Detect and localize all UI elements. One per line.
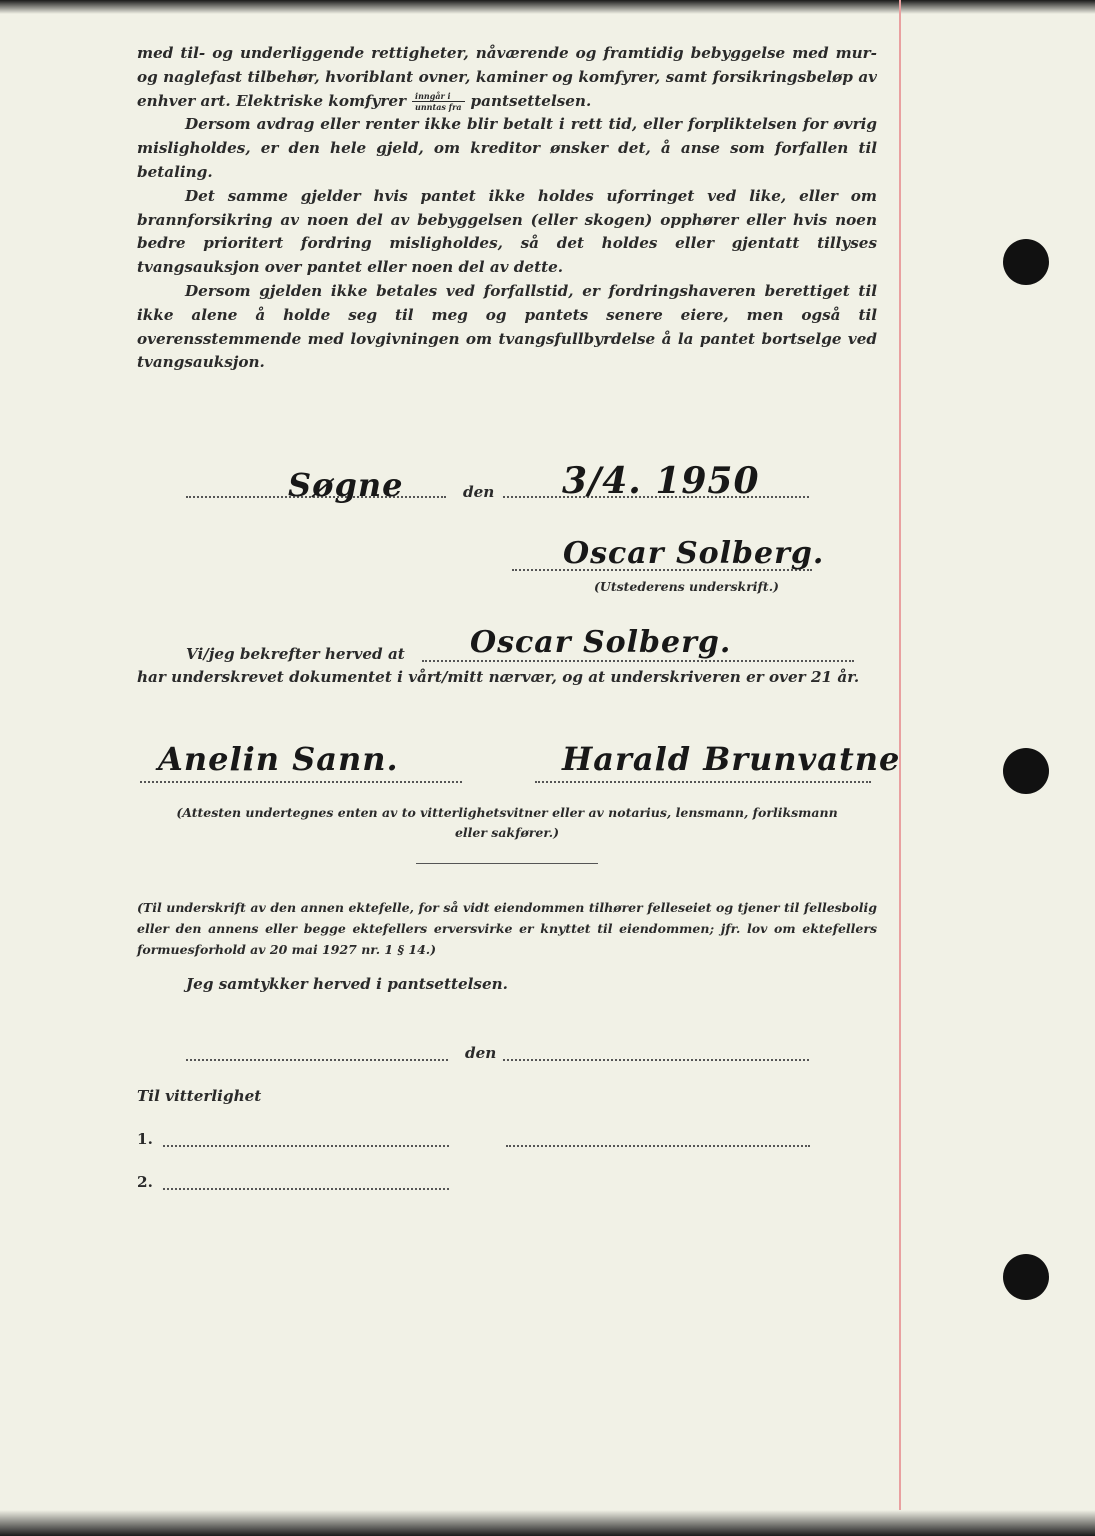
- consent-date-dotted-line: [503, 1059, 809, 1061]
- witness-number-2: 2.: [137, 1173, 153, 1191]
- confirm-dotted-line: [422, 660, 854, 662]
- attest-note: (Attesten undertegnes enten av to vitterlighetsvitner eller av notarius, lensmann, forliksmann eller sakfører.): [176, 805, 838, 840]
- consent-text: Jeg samtykker herved i pantsettelsen.: [186, 975, 508, 993]
- den-label: den: [463, 483, 495, 501]
- paragraph-default: Dersom avdrag eller renter ikke blir betalt i rett tid, eller forpliktelsen for øvrig misligholdes, er den hele gjeld, om kreditor ønsker det, å anse som forfallen til betaling.: [137, 115, 877, 181]
- punch-hole-bottom: [1003, 1254, 1049, 1300]
- paragraph-forced-sale: Dersom gjelden ikke betales ved forfallstid, er fordringshaveren berettiget til ikke alene å holde seg til meg og pantets senere eiere, men også til overensstemmende med lovgivningen om tvangsfullbyrdelse å la pantet bortselge ved tvangsauksjon.: [137, 281, 877, 372]
- consent-place-dotted-line: [186, 1059, 448, 1061]
- date-handwriting: 3/4. 1950: [562, 460, 760, 502]
- divider-rule: [416, 863, 598, 864]
- punch-hole-middle: [1003, 748, 1049, 794]
- issuer-signature: Oscar Solberg.: [563, 536, 825, 571]
- den-label-2: den: [465, 1044, 497, 1062]
- witness-heading: Til vitterlighet: [137, 1087, 262, 1105]
- confirm-text: har underskrevet dokumentet i vårt/mitt nærvær, og at underskriveren er over 21 år.: [137, 668, 860, 686]
- scan-edge-bottom: [0, 1510, 1095, 1536]
- paragraph-maintenance: Det samme gjelder hvis pantet ikke holdes uforringet ved like, eller om brannforsikring av noen del av bebyggelsen (eller skogen) opphører eller hvis noen bedre prioritert fordring misligholdes, så det holdes eller gjentatt tillyses tvangsauksjon over pantet eller noen del av dette.: [137, 186, 877, 277]
- witness1-signature: Anelin Sann.: [158, 740, 399, 778]
- confirm-name-handwriting: Oscar Solberg.: [470, 625, 732, 660]
- witness-line-1a: [163, 1145, 449, 1147]
- issuer-caption: (Utstederens underskrift.): [594, 579, 779, 594]
- place-handwriting: Søgne: [288, 466, 404, 504]
- witness-line-2: [163, 1188, 449, 1190]
- body-text: [137, 42, 877, 375]
- witness1-dotted-line: [140, 781, 462, 783]
- punch-hole-top: [1003, 239, 1049, 285]
- witness-number-1: 1.: [137, 1130, 153, 1148]
- witness-line-1b: [506, 1145, 810, 1147]
- witness2-signature: Harald Brunvatne: [562, 740, 901, 778]
- confirm-label: Vi/jeg bekrefter herved at: [186, 645, 405, 663]
- paragraph-rights: med til- og underliggende rettigheter, nåværende og framtidig bebyggelse med mur- og naglefast tilbehør, hvoriblant ovner, kaminer og komfyrer, samt forsikringsbeløp av enhver art. Elektriske komfyrer $\frac{\text{inngår i}}{\text{unntas fra}}$ pantsettelsen.: [137, 44, 877, 113]
- spouse-note: (Til underskrift av den annen ektefelle, for så vidt eiendommen tilhører felleseiet og tjener til fellesbolig eller den annens eller begge ektefellers erversvirke er knyttet til eiendommen; jfr. lov om ektefellers formuesforhold av 20 mai 1927 nr. 1 § 14.): [137, 900, 877, 957]
- fraction-choice: $\frac{\text{inngår i}}{\text{unntas fra}}$: [412, 92, 464, 111]
- witness2-dotted-line: [535, 781, 871, 783]
- scan-edge-top: [0, 0, 1095, 14]
